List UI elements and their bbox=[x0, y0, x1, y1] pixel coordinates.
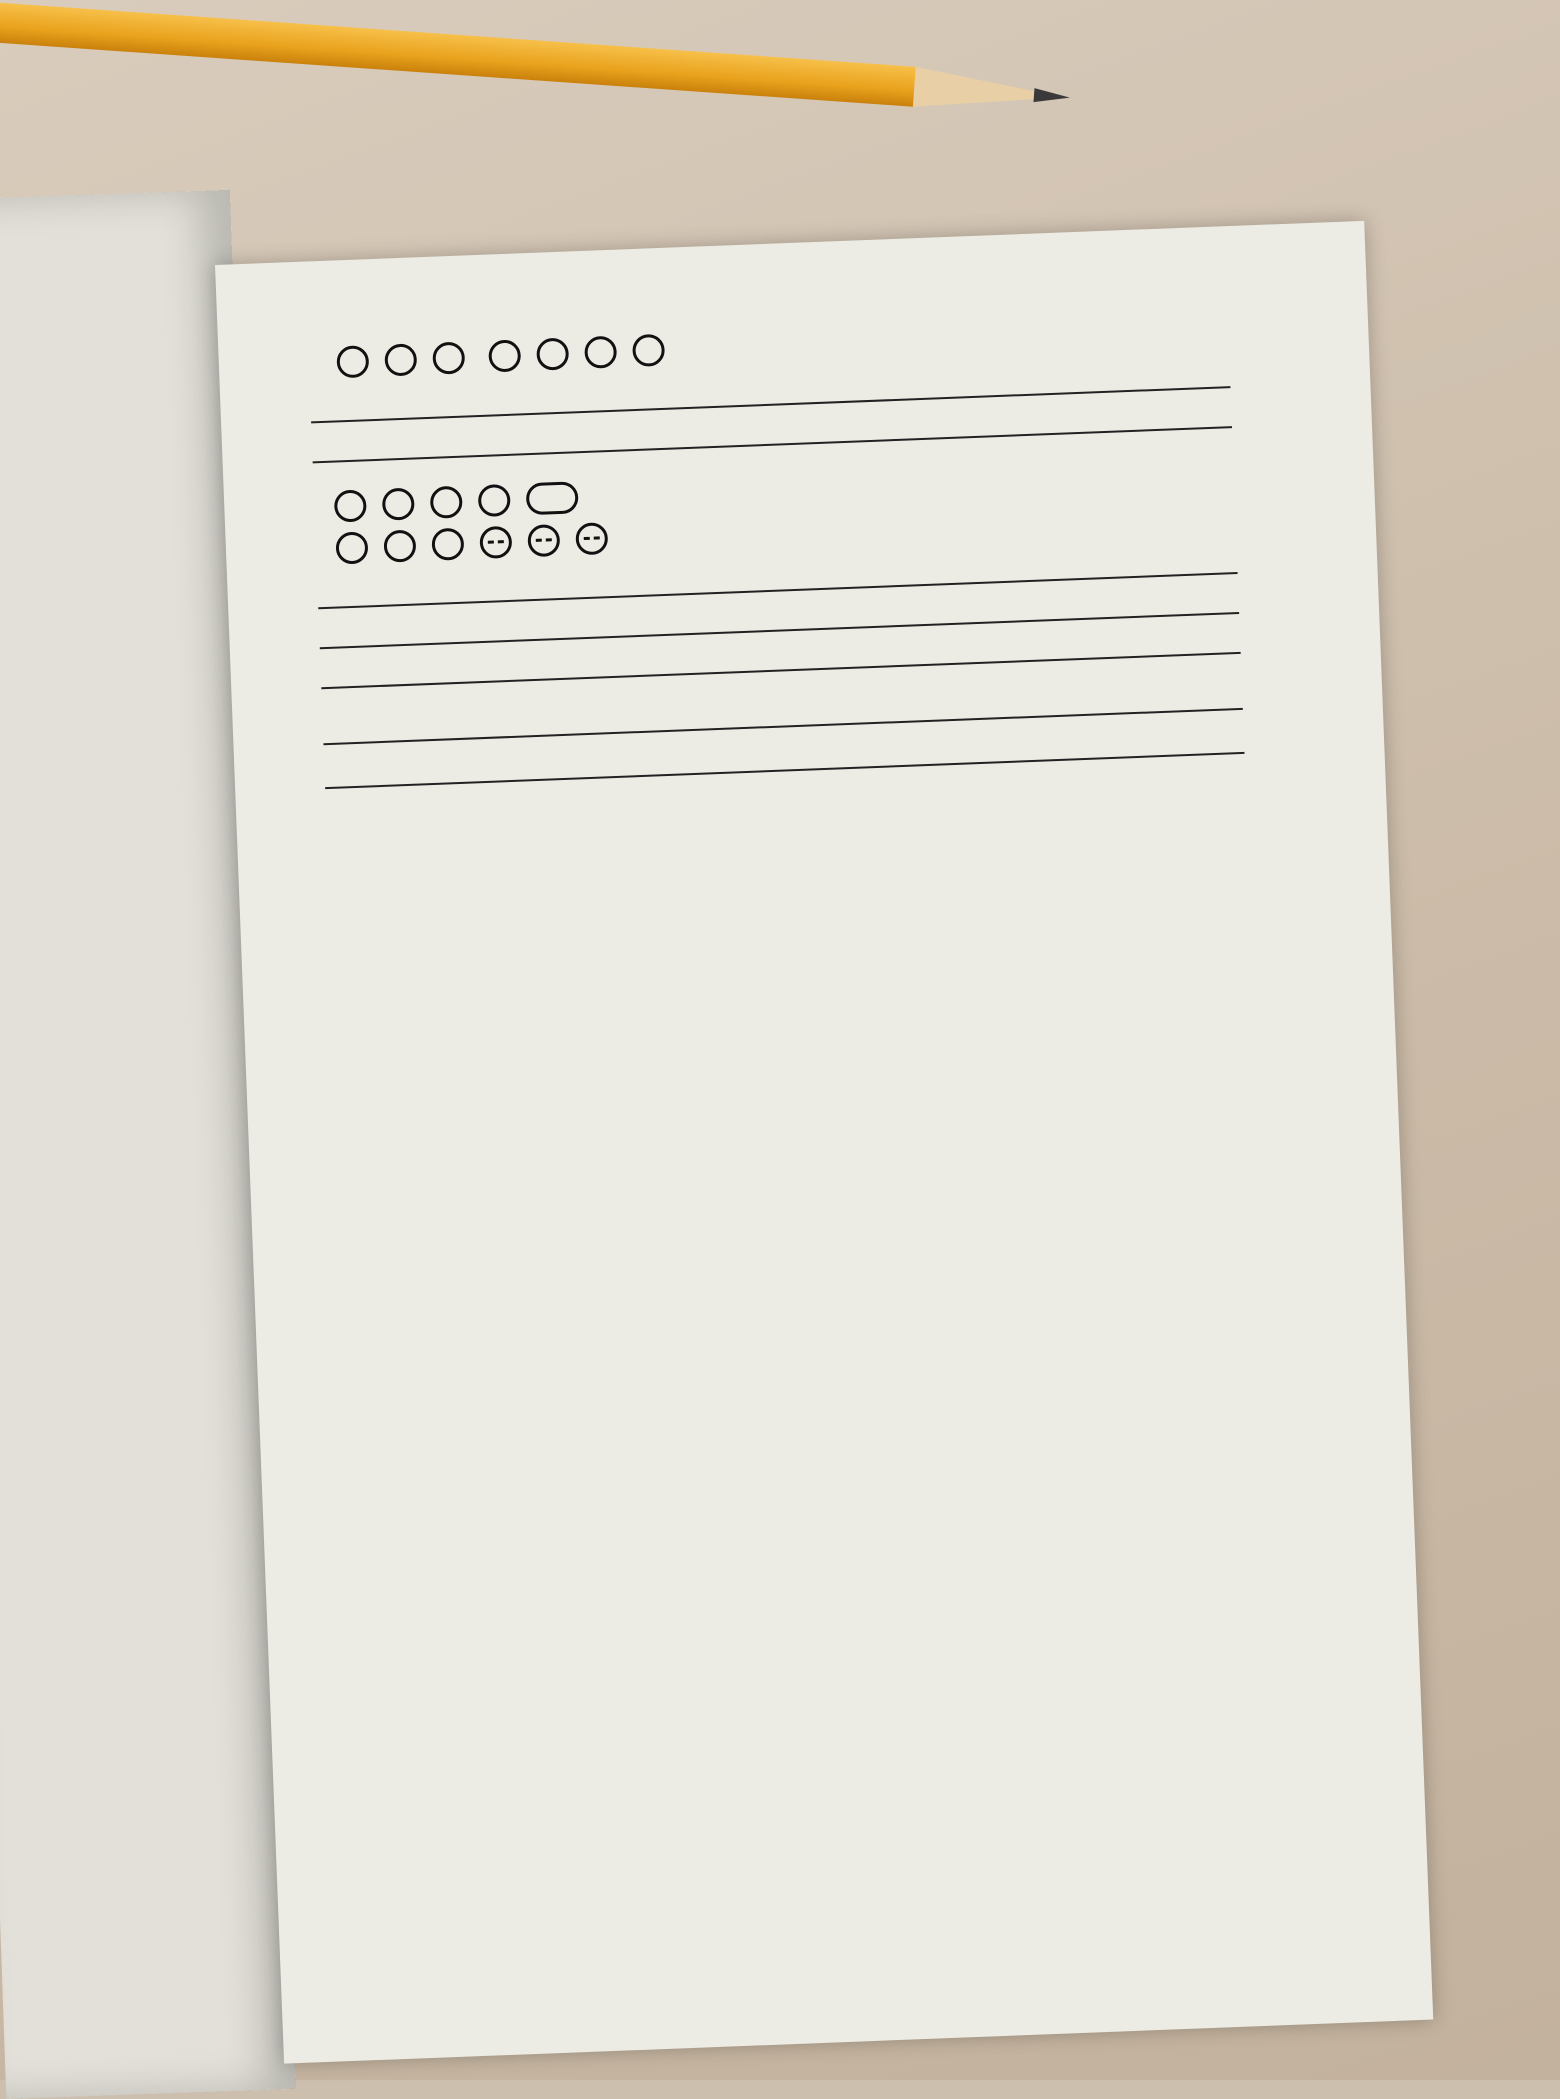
member-circle bbox=[488, 339, 521, 372]
member-circle bbox=[336, 345, 369, 378]
member-circle bbox=[478, 484, 511, 517]
member-circle bbox=[382, 488, 415, 521]
page-content bbox=[308, 302, 1245, 793]
member-circle bbox=[335, 531, 368, 564]
member-circle bbox=[632, 334, 665, 367]
dashed-member-circle bbox=[479, 526, 512, 559]
pencil-lead bbox=[1033, 88, 1070, 104]
workbook-page bbox=[215, 221, 1433, 2064]
dashed-member-circle bbox=[575, 522, 608, 555]
member-circle bbox=[334, 489, 367, 522]
member-circle bbox=[536, 338, 569, 371]
member-circle bbox=[430, 486, 463, 519]
member-circle bbox=[384, 343, 417, 376]
dashed-member-circle bbox=[527, 524, 560, 557]
member-circle bbox=[431, 528, 464, 561]
member-circle bbox=[584, 336, 617, 369]
member-circle bbox=[383, 530, 416, 563]
member-circle bbox=[432, 341, 465, 374]
generalizing-word-oval bbox=[526, 481, 579, 515]
